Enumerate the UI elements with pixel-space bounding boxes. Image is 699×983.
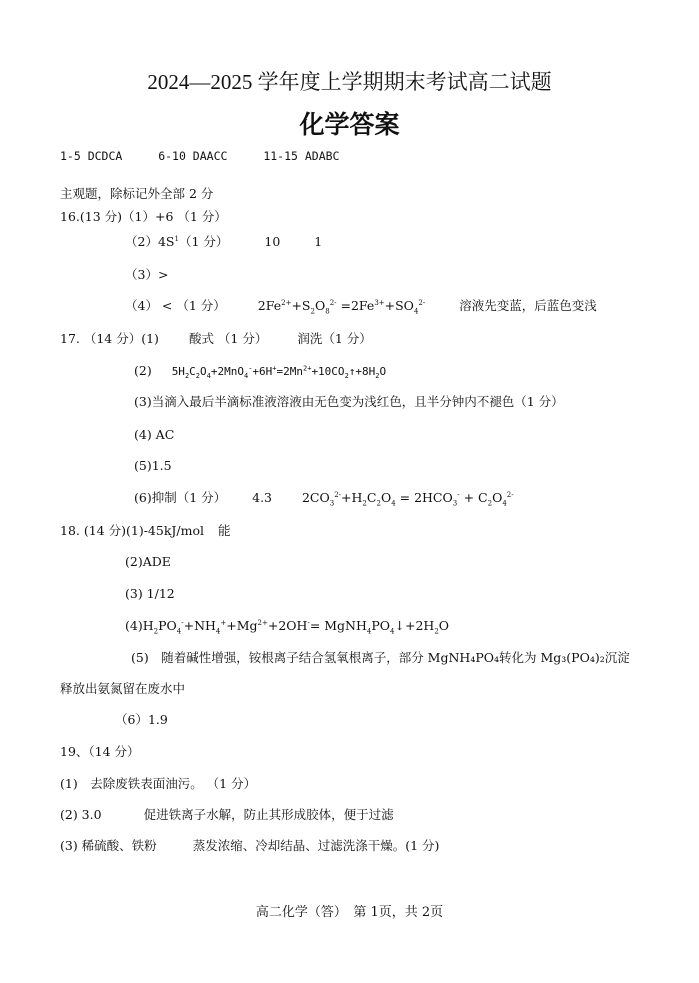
q18-head: 18. (14 分)(1)-45kJ/mol 能 <box>60 523 231 538</box>
q18-part2: (2)ADE <box>125 554 171 569</box>
q16-part2: $(2)4S^1(1$ 分） 10 1 <box>125 234 323 249</box>
q19-head: 19、（14 分） <box>60 744 140 759</box>
answer-subtitle: 化学答案 <box>299 110 400 139</box>
q17-part6-equation: $2CO_3^{2-}+H_2C_2O_4 = 2HCO_3^- + C_2O_4^{2-}$ <box>301 490 514 508</box>
q18-part6: （6）1.9 <box>115 712 168 727</box>
q18-part5-line1: (5) 随着碱性增强，铵根离子结合氢氧根离子，部分 MgNH₄PO₄转化为 Mg₃(PO₄)₂沉淀 <box>131 650 630 665</box>
q18-part5-line2: 释放出氨氮留在废水中 <box>60 681 186 696</box>
exam-title: 2024—2025 学年度上学期期末考试高二试题 <box>147 70 552 94</box>
q18-part3: (3) 1/12 <box>125 586 175 601</box>
q17-part5: (5)1.5 <box>134 458 172 473</box>
choice-group-1: 1-5 DCDCA <box>60 149 123 163</box>
q19-part3: (3) 稀硫酸、铁粉 蒸发浓缩、冷却结晶、过滤洗涤干燥。(1 分) <box>60 838 440 853</box>
q16-part2-value-2: 1 <box>314 234 323 249</box>
q17-part3: (3)当滴入最后半滴标准液溶液由无色变为浅红色，且半分钟内不褪色（1 分） <box>134 394 564 409</box>
q16-part3: （3）> <box>125 267 169 282</box>
q17-part6: (6)抑制（1 分） 4.3 $2CO_3^{2-}+H_2C_2O_4 = 2HCO_3^- + C_2O_4^{2-}$ <box>134 490 514 508</box>
choice-group-3: 11-15 ADABC <box>263 149 340 163</box>
scoring-note: 主观题，除标记外全部 2 分 <box>60 186 214 201</box>
q17-part1-b: 润洗（1 分） <box>297 331 372 346</box>
q17-equation: $5H_2C_2O_4+2MnO_4^-+6H^+=2Mn^{2+}+10CO_2↑+8H_2O$ <box>171 364 387 381</box>
q17-head: 17. （14 分）(1) 酸式 （1 分） 润洗（1 分） <box>60 331 372 346</box>
q16-head: 16.(13 分)（1）+6 （1 分） <box>60 209 227 224</box>
q19-part1: (1) 去除废铁表面油污。 （1 分） <box>60 776 257 791</box>
q16-equation: $2Fe^{2+}+S_2O_8^{2-} =2Fe^{3+}+SO_4^{2-}$ <box>257 298 426 316</box>
q19-part2: (2) 3.0 促进铁离子水解，防止其形成胶体，便于过滤 <box>60 807 394 822</box>
q17-part1-a: 酸式 （1 分） <box>188 331 268 346</box>
q17-part4: (4) AC <box>134 427 175 442</box>
q17-part2: (2) $5H_2C_2O_4+2MnO_4^-+6H^+=2Mn^{2+}+10CO_2↑+8H_2O$ <box>134 363 387 381</box>
choice-group-2: 6-10 DAACC <box>158 149 228 163</box>
q18-part4: $(4)H_2PO_4^-+NH_4^++Mg^{2+}+2OH^-=$ $MgNH_4PO_4↓+2H_2O$ <box>125 618 450 636</box>
page-footer: 高二化学（答） 第 1页，共 2页 <box>255 905 444 920</box>
choice-answers <box>60 148 339 164</box>
q16-part4: （4） < （1 分） $2Fe^{2+}+S_2O_8^{2-} =2Fe^{3+}+SO_4^{2-}$ 溶液先变蓝，后蓝色变浅 <box>125 298 597 316</box>
q16-part2-value-1: 10 <box>264 234 281 249</box>
